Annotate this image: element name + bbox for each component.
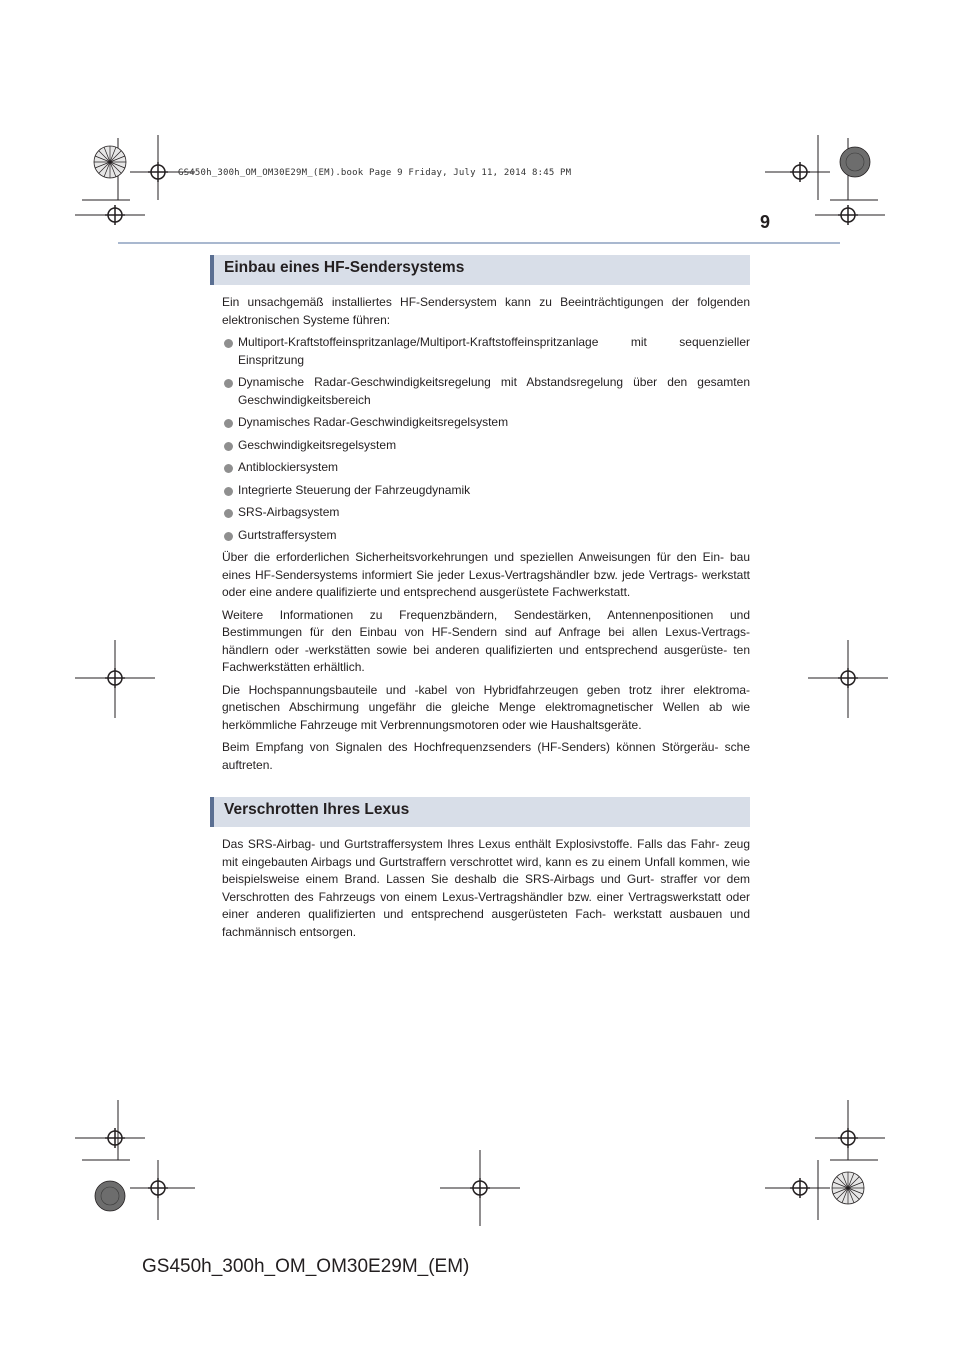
section-body-hf-sender [222, 294, 750, 779]
dealer-advice-paragraph: Über die erforderlichen Sicherheitsvorkehrungen und speziellen Anweisungen für den Ein- bau eines HF-Sendersystems informiert Sie jeder Lexus-Vertragshändler bzw. jede Vertrags- werkstatt oder eine andere qualifizierte und entsprechend ausgerüstete Fachwerkstatt. [222, 550, 750, 599]
list-item: Dynamische Radar-Geschwindigkeitsregelung mit Abstandsregelung über den gesamten Geschwindigkeitsbereich [222, 374, 750, 409]
list-item: SRS-Airbagsystem [222, 504, 750, 522]
affected-systems-list [222, 334, 750, 544]
bullet-icon [224, 379, 233, 388]
bullet-icon [224, 532, 233, 541]
list-item: Multiport-Kraftstoffeinspritzanlage/Multiport-Kraftstoffeinspritzanlage mit sequenzieller Einspritzung [222, 334, 750, 369]
bullet-icon [224, 464, 233, 473]
intro-paragraph: Ein unsachgemäß installiertes HF-Sendersystem kann zu Beeinträchtigungen der folgenden elektronischen Systeme führen: [222, 295, 750, 327]
footer-document-code: GS450h_300h_OM_OM30E29M_(EM) [142, 1256, 470, 1277]
printer-info-line: GS450h_300h_OM_OM30E29M_(EM).book Page 9 Friday, July 11, 2014 8:45 PM [178, 168, 572, 178]
page-number: 9 [759, 212, 770, 232]
bullet-icon [224, 419, 233, 428]
section-heading-scrapping [210, 797, 750, 827]
list-item: Geschwindigkeitsregelsystem [222, 437, 750, 455]
list-item: Integrierte Steuerung der Fahrzeugdynamik [222, 482, 750, 500]
section-title: Einbau eines HF-Sendersystems [224, 259, 465, 276]
bullet-icon [224, 509, 233, 518]
list-item: Dynamisches Radar-Geschwindigkeitsregelsystem [222, 414, 750, 432]
section-heading-hf-sender [210, 255, 750, 285]
scrapping-paragraph: Das SRS-Airbag- und Gurtstraffersystem Ihres Lexus enthält Explosivstoffe. Falls das Fahr- zeug mit eingebauten Airbags und Gurtstraffern verschrottet wird, kann es zu einem Unfall kommen, wie beispielsweise einem Brand. Lassen Sie deshalb die SRS-Airbags und Gurt- straffer vor dem Verschrotten des Fahrzeugs von einem Lexus-Vertragshändler bzw. einer Vertragswerkstatt oder einer anderen qualifizierten und entsprechend ausgerüsteten Fach- werkstatt ausbauen und fachmännisch entsorgen. [222, 837, 750, 939]
interference-paragraph: Beim Empfang von Signalen des Hochfrequenzsenders (HF-Senders) können Störgeräu- sche auftreten. [222, 740, 750, 772]
section-body-scrapping [222, 836, 750, 946]
list-item: Gurtstraffersystem [222, 527, 750, 545]
bullet-icon [224, 487, 233, 496]
hybrid-emission-paragraph: Die Hochspannungsbauteile und -kabel von Hybridfahrzeugen geben trotz ihrer elektroma- gnetischen Abschirmung ungefähr die gleiche Menge elektromagnetischer Wellen ab wie herkömmliche Fahrzeuge mit Verbrennungsmotoren oder wie Haushaltsgeräte. [222, 682, 750, 732]
frequency-info-paragraph: Weitere Informationen zu Frequenzbändern, Sendestärken, Antennenpositionen und Bestimmungen für den Einbau von HF-Sendern sind auf Anfrage bei allen Lexus-Vertrags- händlern oder -werkstätten sowie bei anderen qualifizierten und entsprechend ausgerüste- ten Fachwerkstätten erhältlich. [222, 607, 750, 674]
section-title: Verschrotten Ihres Lexus [224, 801, 410, 818]
list-item: Antiblockiersystem [222, 459, 750, 477]
bullet-icon [224, 442, 233, 451]
header-rule [118, 242, 840, 244]
bullet-icon [224, 339, 233, 348]
